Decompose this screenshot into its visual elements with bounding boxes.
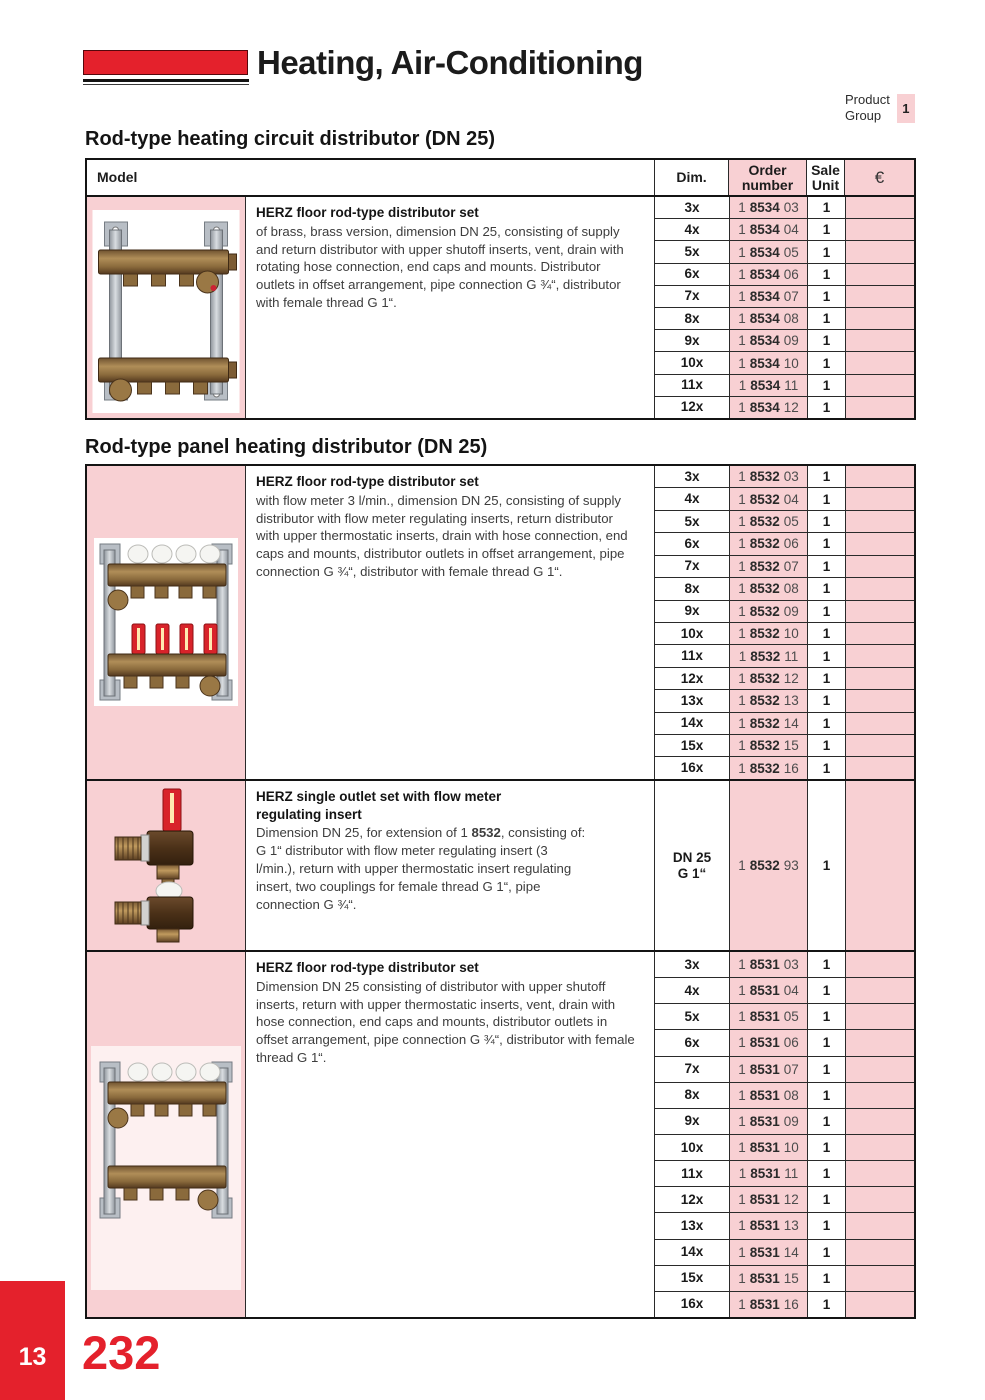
table-row xyxy=(655,240,914,262)
dim-value: 11x xyxy=(681,377,703,393)
product-name: HERZ floor rod-type distributor set xyxy=(256,205,479,220)
price-cell xyxy=(845,1030,914,1055)
sale-unit-value: 1 xyxy=(807,488,845,509)
order-rows xyxy=(654,952,914,1317)
sale-unit-value: 1 xyxy=(807,197,845,218)
table-row xyxy=(655,1134,914,1160)
dim-value: 12x xyxy=(680,399,704,415)
table-row xyxy=(655,329,914,351)
dim-value: 12x xyxy=(680,670,704,686)
dim-value: 16x xyxy=(680,760,704,776)
order-number: 1 8531 10 xyxy=(729,1135,807,1160)
order-rows xyxy=(654,781,914,950)
order-rows xyxy=(654,466,914,779)
sale-unit-value: 1 xyxy=(807,375,845,396)
price-cell xyxy=(845,952,914,977)
dim-value: 4x xyxy=(684,491,700,507)
price-cell xyxy=(845,286,914,307)
price-cell xyxy=(845,1187,914,1212)
product-description: Dimension DN 25, for extension of 1 8532, consisting of: G 1“ distributor with flow meter regulating insert (3 l/min.), return with upper thermostatic insert regulating insert, two couplings for female thread G 1“, pipe connection G ¾“. xyxy=(256,825,586,912)
dim-value: 11x xyxy=(681,648,703,664)
table-row xyxy=(655,1108,914,1134)
table-header-row xyxy=(87,160,914,197)
table-row xyxy=(655,622,914,644)
dim-value: 12x xyxy=(680,1191,704,1207)
sale-unit-value: 1 xyxy=(807,757,845,778)
dim-value: 8x xyxy=(684,1087,700,1103)
price-cell xyxy=(845,533,914,554)
unit-header-line2: Unit xyxy=(811,176,840,193)
table-row xyxy=(655,466,914,487)
dim-value: 7x xyxy=(684,1061,700,1077)
order-number: 1 8532 93 xyxy=(729,781,807,950)
manifold-caps-drawing-icon xyxy=(94,1056,238,1224)
sale-unit-value: 1 xyxy=(807,1161,845,1186)
sale-unit-value: 1 xyxy=(807,533,845,554)
table-row xyxy=(655,487,914,509)
page-number: 232 xyxy=(82,1326,161,1379)
product-group-line1: Product xyxy=(845,92,890,107)
table-row xyxy=(655,644,914,666)
dim-value: 9x xyxy=(684,603,700,619)
order-number: 1 8532 03 xyxy=(729,466,807,487)
price-cell xyxy=(845,1161,914,1186)
table-row xyxy=(655,1003,914,1029)
sale-unit-value: 1 xyxy=(807,1213,845,1238)
price-cell xyxy=(845,1057,914,1082)
sale-unit-value: 1 xyxy=(807,397,845,418)
table-row xyxy=(655,1029,914,1055)
sale-unit-value: 1 xyxy=(807,623,845,644)
order-number: 1 8532 12 xyxy=(729,668,807,689)
price-cell xyxy=(845,668,914,689)
product-group-label xyxy=(845,92,890,124)
table-row xyxy=(655,1212,914,1238)
price-cell xyxy=(845,713,914,734)
order-number: 1 8534 08 xyxy=(729,308,807,329)
order-number: 1 8532 05 xyxy=(729,511,807,532)
table-row xyxy=(655,307,914,329)
table-row xyxy=(655,712,914,734)
dim-value: 8x xyxy=(684,310,700,326)
product-block-8532-single xyxy=(87,779,914,950)
dim-value: 6x xyxy=(684,535,700,551)
order-number: 1 8532 10 xyxy=(729,623,807,644)
price-cell xyxy=(845,1004,914,1029)
table-8532-8531 xyxy=(85,464,916,1319)
order-number: 1 8534 10 xyxy=(729,352,807,373)
table-row xyxy=(655,396,914,418)
price-cell xyxy=(845,1213,914,1238)
table-row xyxy=(655,532,914,554)
order-number: 1 8531 04 xyxy=(729,978,807,1003)
product-image-cell xyxy=(87,466,245,779)
dim-value: 16x xyxy=(680,1296,704,1312)
section1-title: Rod-type heating circuit distributor (DN 25) xyxy=(85,128,496,150)
brand-red-bar xyxy=(83,50,248,75)
dim-value: 3x xyxy=(684,956,700,972)
order-number: 1 8532 11 xyxy=(729,645,807,666)
product-group-line2: Group xyxy=(845,108,882,123)
col-header-dim: Dim. xyxy=(654,160,728,195)
dim-value: 13x xyxy=(680,692,704,708)
order-number: 1 8531 08 xyxy=(729,1083,807,1108)
sale-unit-value: 1 xyxy=(807,466,845,487)
sale-unit-value: 1 xyxy=(807,556,845,577)
product-description-cell xyxy=(245,952,654,1317)
table-row xyxy=(655,1056,914,1082)
table-8534 xyxy=(85,158,916,420)
price-cell xyxy=(845,757,914,778)
order-number: 1 8532 13 xyxy=(729,690,807,711)
page-title: Heating, Air-Conditioning xyxy=(257,44,643,81)
table-row xyxy=(655,1160,914,1186)
dim-value: 10x xyxy=(680,1139,704,1155)
table-row xyxy=(655,689,914,711)
order-number: 1 8532 08 xyxy=(729,578,807,599)
order-number: 1 8534 12 xyxy=(729,397,807,418)
order-number: 1 8534 04 xyxy=(729,219,807,240)
dim-value: 7x xyxy=(684,288,700,304)
price-cell xyxy=(845,466,914,487)
sale-unit-value: 1 xyxy=(807,1266,845,1291)
order-number: 1 8534 06 xyxy=(729,264,807,285)
dim-value: 3x xyxy=(684,468,700,484)
chapter-tab xyxy=(0,1281,65,1400)
price-cell xyxy=(845,488,914,509)
product-description-cell xyxy=(245,197,654,418)
dim-value: 10x xyxy=(680,355,704,371)
sale-unit-value: 1 xyxy=(807,1292,845,1317)
product-name-line2: regulating insert xyxy=(256,806,362,822)
price-cell xyxy=(845,578,914,599)
sale-unit-value: 1 xyxy=(807,713,845,734)
unit-header-line1: Sale xyxy=(811,161,840,178)
product-group-badge xyxy=(845,92,915,124)
dim-value: 8x xyxy=(684,580,700,596)
dim-value: 7x xyxy=(684,558,700,574)
order-header-line1: Order xyxy=(748,161,787,178)
price-cell xyxy=(845,1109,914,1134)
price-cell xyxy=(845,352,914,373)
product-name-line1: HERZ single outlet set with flow meter xyxy=(256,789,502,804)
product-name: HERZ floor rod-type distributor set xyxy=(256,960,479,975)
table-row xyxy=(655,952,914,977)
product-block-8532 xyxy=(87,466,914,779)
table-row xyxy=(655,734,914,756)
price-cell xyxy=(845,219,914,240)
sale-unit-value: 1 xyxy=(807,308,845,329)
table-row xyxy=(655,781,914,950)
table-row xyxy=(655,263,914,285)
table-row xyxy=(655,756,914,778)
table-row xyxy=(655,977,914,1003)
price-cell xyxy=(845,978,914,1003)
dim-value xyxy=(655,781,729,950)
sale-unit-value: 1 xyxy=(807,952,845,977)
table-row xyxy=(655,1291,914,1317)
order-number: 1 8531 16 xyxy=(729,1292,807,1317)
dim-line2: G 1“ xyxy=(677,865,707,881)
order-number: 1 8534 03 xyxy=(729,197,807,218)
price-cell xyxy=(845,330,914,351)
dim-value: 6x xyxy=(684,1034,700,1050)
order-number: 1 8531 05 xyxy=(729,1004,807,1029)
sale-unit-value: 1 xyxy=(807,511,845,532)
sale-unit-value: 1 xyxy=(807,1109,845,1134)
order-rows xyxy=(654,197,914,418)
manifold-flowmeter-drawing-icon xyxy=(94,538,238,706)
price-cell xyxy=(845,1083,914,1108)
table-row xyxy=(655,351,914,373)
col-header-model: Model xyxy=(97,169,138,185)
dim-value: 5x xyxy=(684,244,700,259)
sale-unit-value: 1 xyxy=(807,578,845,599)
price-cell xyxy=(845,1240,914,1265)
order-number: 1 8531 03 xyxy=(729,952,807,977)
sale-unit-value: 1 xyxy=(807,241,845,262)
dim-value: 14x xyxy=(680,715,704,731)
sale-unit-value: 1 xyxy=(807,286,845,307)
sale-unit-value: 1 xyxy=(807,668,845,689)
table-row xyxy=(655,1239,914,1265)
order-number: 1 8531 11 xyxy=(729,1161,807,1186)
single-outlet-photo xyxy=(101,787,231,949)
price-cell xyxy=(845,781,914,950)
product-image-cell xyxy=(87,197,245,418)
chapter-number: 13 xyxy=(18,1343,47,1371)
price-cell xyxy=(845,197,914,218)
table-row xyxy=(655,285,914,307)
table-row xyxy=(655,555,914,577)
product-description-cell xyxy=(245,781,654,950)
sale-unit-value: 1 xyxy=(807,781,845,950)
dim-line1: DN 25 xyxy=(672,849,712,865)
price-cell xyxy=(845,556,914,577)
sale-unit-value: 1 xyxy=(807,1240,845,1265)
order-header-line2: number xyxy=(741,176,794,193)
sale-unit-value: 1 xyxy=(807,601,845,622)
order-number: 1 8531 14 xyxy=(729,1240,807,1265)
table-row xyxy=(655,1082,914,1108)
sale-unit-value: 1 xyxy=(807,1187,845,1212)
price-cell xyxy=(845,241,914,262)
price-cell xyxy=(845,1135,914,1160)
order-number: 1 8531 15 xyxy=(729,1266,807,1291)
table-row xyxy=(655,510,914,532)
order-number: 1 8531 07 xyxy=(729,1057,807,1082)
product-description: Dimension DN 25 consisting of distributor with upper shutoff inserts, return with upper thermostatic inserts, vent, drain with hose connection, end caps and mounts, distributor outlets in offset arrangement, pipe connection G ¾“, distributor with female thread G 1“. xyxy=(256,978,635,1066)
product-image-cell xyxy=(87,952,245,1317)
table-row xyxy=(655,197,914,218)
header-rule-thin xyxy=(83,84,249,85)
product-image-cell xyxy=(87,781,245,950)
table-row xyxy=(655,600,914,622)
sale-unit-value: 1 xyxy=(807,264,845,285)
order-number: 1 8534 05 xyxy=(729,241,807,262)
dim-value: 15x xyxy=(680,1270,704,1286)
sale-unit-value: 1 xyxy=(807,978,845,1003)
order-number: 1 8534 09 xyxy=(729,330,807,351)
dim-value: 13x xyxy=(680,1217,704,1233)
outlet-set-drawing-icon xyxy=(101,787,231,949)
order-number: 1 8531 12 xyxy=(729,1187,807,1212)
product-description: of brass, brass version, dimension DN 25, consisting of supply and return distributor with upper shutoff inserts, vent, drain with rotating hose connection, end caps and mounts. Distributor outlets in offset arrangement, pipe connection G ¾“, distributor with female thread G 1“. xyxy=(256,223,624,311)
col-header-sale-unit xyxy=(806,160,844,195)
order-number: 1 8532 09 xyxy=(729,601,807,622)
sale-unit-value: 1 xyxy=(807,645,845,666)
order-number: 1 8531 09 xyxy=(729,1109,807,1134)
price-cell xyxy=(845,601,914,622)
price-cell xyxy=(845,1292,914,1317)
price-cell xyxy=(845,690,914,711)
order-number: 1 8531 06 xyxy=(729,1030,807,1055)
col-header-order xyxy=(728,160,806,195)
sale-unit-value: 1 xyxy=(807,330,845,351)
price-cell xyxy=(845,397,914,418)
product-block-8531 xyxy=(87,950,914,1317)
order-number: 1 8532 04 xyxy=(729,488,807,509)
price-cell xyxy=(845,264,914,285)
dim-value: 15x xyxy=(680,737,704,753)
table-row xyxy=(655,1186,914,1212)
sale-unit-value: 1 xyxy=(807,352,845,373)
order-number: 1 8534 11 xyxy=(729,375,807,396)
table-row xyxy=(655,218,914,240)
section2-title: Rod-type panel heating distributor (DN 25) xyxy=(85,436,488,458)
dim-value: 10x xyxy=(680,625,704,641)
order-number: 1 8532 14 xyxy=(729,713,807,734)
col-header-euro: € xyxy=(844,160,914,195)
price-cell xyxy=(845,623,914,644)
sale-unit-value: 1 xyxy=(807,1083,845,1108)
order-number: 1 8534 07 xyxy=(729,286,807,307)
dim-value: 9x xyxy=(684,332,700,348)
product-description-cell xyxy=(245,466,654,779)
dim-value: 6x xyxy=(684,266,700,282)
dim-value: 5x xyxy=(684,1008,700,1024)
table-row xyxy=(655,374,914,396)
sale-unit-value: 1 xyxy=(807,1030,845,1055)
dim-value: 4x xyxy=(684,221,700,237)
price-cell xyxy=(845,308,914,329)
table-row xyxy=(655,667,914,689)
product-description: with flow meter 3 l/min., dimension DN 25, consisting of supply distributor with flow meter regulating inserts, return distributor with upper thermostatic inserts, drain with hose connection, end caps and mounts, distributor outlets in offset arrangement, pipe connection G ¾“, distributor with female thread G 1“. xyxy=(256,492,628,580)
order-number: 1 8532 06 xyxy=(729,533,807,554)
sale-unit-value: 1 xyxy=(807,1057,845,1082)
order-number: 1 8531 13 xyxy=(729,1213,807,1238)
order-number: 1 8532 16 xyxy=(729,757,807,778)
manifold-photo-8534 xyxy=(93,210,240,413)
sale-unit-value: 1 xyxy=(807,1135,845,1160)
sale-unit-value: 1 xyxy=(807,219,845,240)
dim-value: 4x xyxy=(684,982,700,998)
sale-unit-value: 1 xyxy=(807,690,845,711)
order-number: 1 8532 15 xyxy=(729,735,807,756)
order-number: 1 8532 07 xyxy=(729,556,807,577)
table-row xyxy=(655,1265,914,1291)
manifold-photo-8532 xyxy=(94,538,238,706)
manifold-photo-8531 xyxy=(91,1046,241,1290)
dim-value: 5x xyxy=(684,513,700,529)
price-cell xyxy=(845,735,914,756)
price-cell xyxy=(845,511,914,532)
dim-value: 14x xyxy=(680,1244,704,1260)
dim-value: 9x xyxy=(684,1113,700,1129)
dim-value: 11x xyxy=(681,1165,703,1181)
header-rule xyxy=(83,79,249,82)
table-row xyxy=(655,577,914,599)
dim-value: 3x xyxy=(684,199,700,215)
product-block-8534 xyxy=(87,197,914,418)
manifold-drawing-icon xyxy=(93,210,240,413)
sale-unit-value: 1 xyxy=(807,735,845,756)
product-group-number: 1 xyxy=(897,94,915,123)
price-cell xyxy=(845,375,914,396)
product-name: HERZ floor rod-type distributor set xyxy=(256,474,479,489)
sale-unit-value: 1 xyxy=(807,1004,845,1029)
price-cell xyxy=(845,1266,914,1291)
price-cell xyxy=(845,645,914,666)
